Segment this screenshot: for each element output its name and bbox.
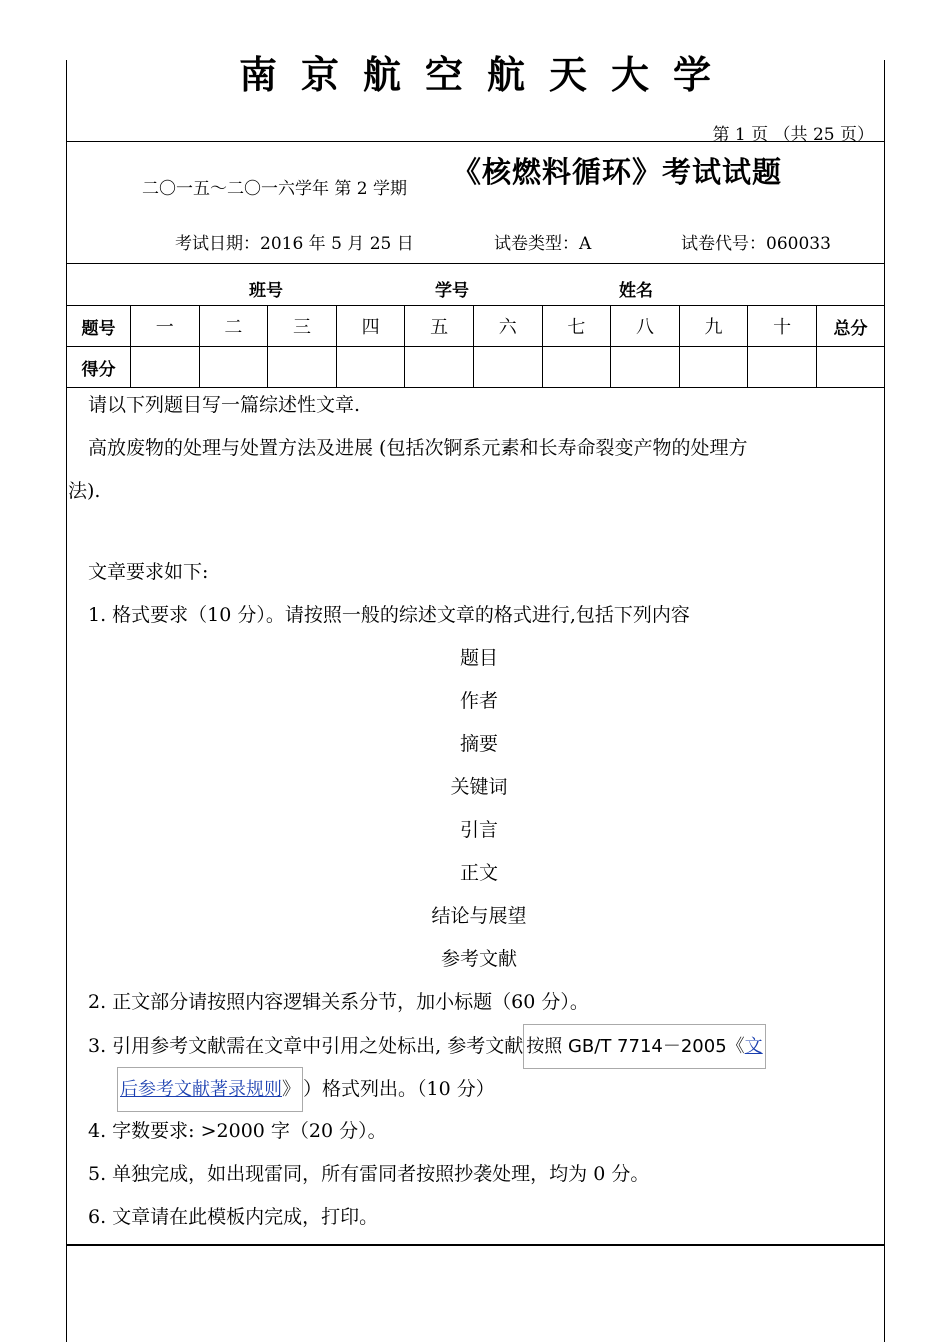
question-col: 八 bbox=[611, 306, 680, 347]
score-cell bbox=[473, 347, 542, 388]
requirement-3-suffix: ）格式列出。（10 分） bbox=[303, 1078, 495, 1100]
paper-type: 试卷类型：A bbox=[494, 234, 592, 254]
year-term: 二〇一五～二〇一六学年 第 2 学期 bbox=[142, 179, 408, 199]
requirement-4: 4. 字数要求: >2000 字（20 分）。 bbox=[88, 1120, 387, 1142]
score-label: 得分 bbox=[67, 347, 131, 388]
name-label: 姓名 bbox=[619, 281, 653, 301]
question-number-label: 题号 bbox=[67, 306, 131, 347]
requirement-3-line-1 bbox=[88, 1024, 766, 1069]
divider-bottom bbox=[66, 1244, 885, 1246]
exam-title: 《核燃料循环》考试试题 bbox=[452, 155, 783, 189]
intro-text: 请以下列题目写一篇综述性文章. bbox=[88, 394, 361, 416]
score-table bbox=[66, 305, 885, 388]
score-cell bbox=[268, 347, 337, 388]
score-cell bbox=[336, 347, 405, 388]
question-col: 二 bbox=[199, 306, 268, 347]
requirement-3-text: 3. 引用参考文献需在文章中引用之处标出, 参考文献 bbox=[88, 1035, 524, 1057]
format-item-references: 参考文献 bbox=[440, 948, 517, 970]
score-cell bbox=[131, 347, 200, 388]
standard-reference-close: 》 bbox=[282, 1079, 300, 1100]
score-cell bbox=[542, 347, 611, 388]
requirement-3-line-2 bbox=[117, 1067, 495, 1112]
question-col: 十 bbox=[748, 306, 817, 347]
standard-reference-box bbox=[523, 1024, 765, 1069]
score-row bbox=[67, 347, 885, 388]
question-col: 七 bbox=[542, 306, 611, 347]
requirement-6: 6. 文章请在此模板内完成，打印。 bbox=[88, 1206, 379, 1228]
requirements-heading: 文章要求如下: bbox=[88, 561, 209, 583]
score-cell bbox=[679, 347, 748, 388]
question-col: 一 bbox=[131, 306, 200, 347]
format-item-keywords: 关键词 bbox=[450, 776, 508, 798]
format-item-abstract: 摘要 bbox=[459, 733, 498, 755]
format-item-main-text: 正文 bbox=[459, 862, 498, 884]
total-label: 总分 bbox=[817, 306, 885, 347]
question-col: 三 bbox=[268, 306, 337, 347]
topic-line-2: 法). bbox=[68, 480, 101, 502]
question-number-row bbox=[67, 306, 885, 347]
class-label: 班号 bbox=[249, 281, 283, 301]
student-id-label: 学号 bbox=[435, 281, 469, 301]
format-item-conclusion: 结论与展望 bbox=[431, 905, 527, 927]
score-cell bbox=[405, 347, 474, 388]
requirement-5: 5. 单独完成，如出现雷同，所有雷同者按照抄袭处理，均为 0 分。 bbox=[88, 1163, 650, 1185]
page-info: 第 1 页 （共 25 页） bbox=[712, 125, 874, 145]
paper-code: 试卷代号：060033 bbox=[681, 234, 831, 254]
score-cell bbox=[748, 347, 817, 388]
format-item-title: 题目 bbox=[459, 647, 498, 669]
university-title: 南京航空航天大学 bbox=[238, 52, 735, 97]
topic-line-1: 高放废物的处理与处置方法及进展 (包括次锕系元素和长寿命裂变产物的处理方 bbox=[88, 437, 748, 459]
requirement-1: 1. 格式要求（10 分）。请按照一般的综述文章的格式进行,包括下列内容 bbox=[88, 604, 690, 626]
question-col: 五 bbox=[405, 306, 474, 347]
score-cell bbox=[199, 347, 268, 388]
score-cell bbox=[611, 347, 680, 388]
standard-reference-box-cont bbox=[117, 1067, 303, 1112]
standard-link-part-1[interactable]: 文 bbox=[744, 1036, 763, 1057]
question-col: 四 bbox=[336, 306, 405, 347]
standard-link-part-2[interactable]: 后参考文献著录规则 bbox=[120, 1079, 282, 1100]
exam-date: 考试日期：2016 年 5 月 25 日 bbox=[175, 234, 414, 254]
format-item-introduction: 引言 bbox=[459, 819, 498, 841]
requirement-2: 2. 正文部分请按照内容逻辑关系分节，加小标题（60 分）。 bbox=[88, 991, 589, 1013]
format-item-author: 作者 bbox=[459, 690, 498, 712]
score-cell bbox=[817, 347, 885, 388]
question-col: 九 bbox=[679, 306, 748, 347]
standard-reference-text: 按照 GB/T 7714－2005《 bbox=[526, 1036, 745, 1057]
question-col: 六 bbox=[473, 306, 542, 347]
divider-after-meta bbox=[66, 263, 885, 264]
